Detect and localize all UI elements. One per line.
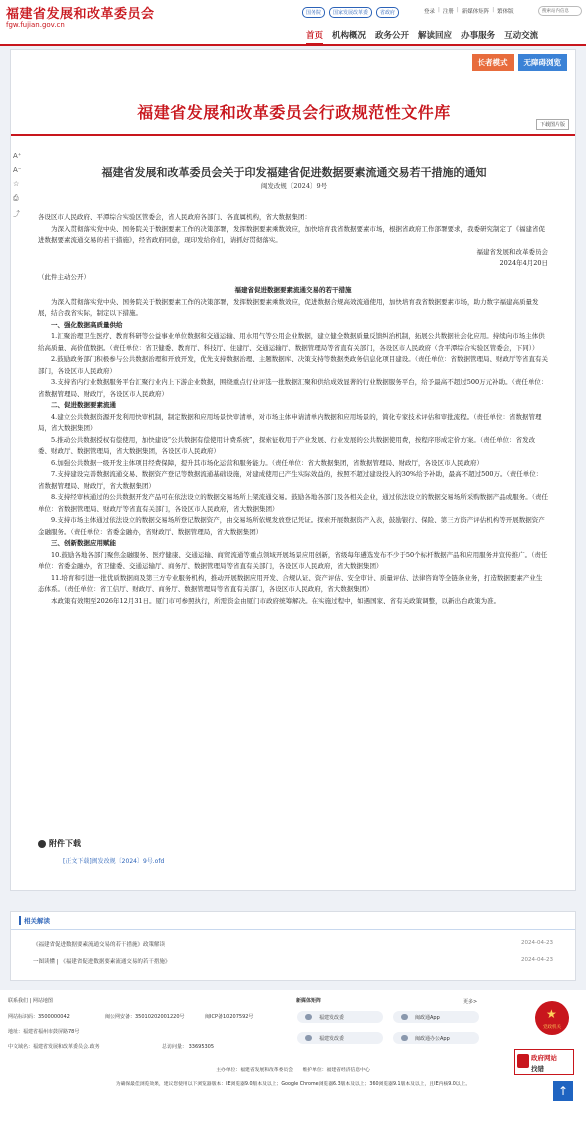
related-item-title[interactable]: 《福建省促进数据要素流通交易的若干措施》政策解读 (33, 942, 166, 948)
document-body (38, 212, 548, 607)
icp-record-link[interactable]: 闽ICP备10207592号 (205, 1014, 254, 1020)
share-icon[interactable]: ⤴ (13, 210, 20, 218)
attachment-download-link[interactable]: [正文下载]闽发改规〔2024〕9号.ofd (63, 858, 165, 865)
gov-link-province[interactable]: 省政府 (376, 7, 399, 18)
measure-item: 8.支持经审核通过的公共数据开发产品可在依法设立的数据交易场所上架流通交易。鼓励各地各部门及各相关企业，通过依法设立的数据交易场所采购数据产品或服务。（责任单位：省数据管理局、财政厅等省直有关部门，各设区市人民政府，省大数据集团） (38, 493, 548, 513)
divider: | (456, 7, 459, 13)
media-label: 闽政通App (415, 1015, 440, 1021)
party-government-badge[interactable] (535, 1001, 569, 1035)
star-icon: ★ (546, 1007, 557, 1021)
section-heading: 三、创新数据应用赋能 (51, 539, 116, 547)
divider: | (438, 7, 440, 13)
intro-paragraph: 为深入贯彻落实党中央、国务院关于数据要素工作的决策部署，发挥数据要素乘数效应，加快培育我省数据要素市场，根据省政府工作部署要求，我委研究制定了《福建省促进数据要素流通交易的若干措施》，经省政府同意，现印发给你们，请抓好贯彻落实。 (38, 224, 545, 244)
section-heading: 一、强化数据高质量供给 (51, 320, 123, 329)
related-interpretations (10, 911, 576, 981)
measure-item: 4.建立公共数据资源开发利用快审机制，制定数据和应用场景快审清单，对市场主体申请清单内数据和应用场景的，简化专家技术评估和审批流程。（责任单位：省数据管理局，省大数据集团） (38, 412, 542, 432)
more-media-link[interactable]: 更多> (463, 999, 478, 1005)
nav-services[interactable]: 办事服务 (461, 31, 496, 41)
divider: | (492, 7, 495, 13)
app-icon (401, 1014, 408, 1020)
document-panel (10, 49, 576, 891)
measure-item: 1.汇聚治理卫生医疗、教育科研等公益事业单位数据和交通运输、用水用气等公用企业数据，建立健全数据质量反馈纠治机制，拓展公共数据社会化应用。持续向市场主体供给高质量、高价值数据。（责任单位：省卫健委、教育厅、科技厅、住建厅、交通运输厅、数据管理局等省直有关部门，各设区市人民政府（含平潭综合实验区管委会，下同）） (38, 332, 545, 352)
media-app-button[interactable] (393, 1011, 479, 1023)
office-app-icon (401, 1035, 408, 1041)
related-heading: 相关解读 (19, 916, 50, 925)
related-item[interactable] (33, 940, 553, 948)
measure-item: 7.支持建设完善数据流通交易、数据资产登记等数据流通基础设施，对建成使用已产生实际效益的，按照不超过建设投入的30%给予补助，最高不超过500万。（责任单位：省数据管理局、财政厅，省大数据集团） (38, 470, 543, 490)
media-weibo-button[interactable] (297, 1032, 383, 1044)
sponsor-info: 主办单位：福建省发展和改革委员会 维护单位：福建省经济信息中心 (216, 1068, 370, 1073)
related-header (11, 912, 575, 930)
section-heading: 二、促进数据要素流通 (51, 401, 116, 409)
font-decrease-icon[interactable]: A⁻ (13, 166, 22, 174)
main-nav (306, 29, 538, 45)
gov-link-state-council[interactable]: 国务院 (302, 7, 325, 18)
media-label: 福建发改委 (319, 1036, 345, 1042)
download-image-button[interactable]: 下载图片版 (536, 119, 569, 130)
address: 地址：福建省福州市鼓屏路78号 (8, 1029, 80, 1035)
gov-link-ndrc[interactable]: 国家发展改革委 (329, 7, 372, 18)
public-note: （此件主动公开） (38, 272, 90, 281)
login-link[interactable]: 登录 (424, 9, 436, 15)
report-error-sub: 找错 (531, 1065, 544, 1073)
library-title: 福建省发展和改革委员会行政规范性文件库 (137, 103, 451, 122)
site-code: 网站标识码：3500000042 (8, 1014, 70, 1020)
measures-title: 福建省促进数据要素流通交易的若干措施 (234, 286, 352, 294)
issue-date: 2024年4月20日 (499, 259, 548, 267)
attachment-icon (38, 840, 46, 848)
measure-item: 6.加强公共数据一级开发主体项目经费保障，提升其市场化运营和服务能力。（责任单位：省大数据集团，省数据管理局、财政厅，各设区市人民政府） (51, 458, 483, 467)
measure-item: 11.培育和引进一批优质数据商及第三方专业服务机构，推动开展数据应用开发、合规认证、资产评估、安全审计、质量评估、法律咨询等全链条业务，打造数据要素产业生态体系。（责任单位：省工信厅、财政厅、商务厅、数据管理局等省直有关部门，各设区市人民政府，省大数据集团） (38, 573, 543, 593)
media-label: 福建发改委 (319, 1015, 345, 1021)
media-office-app-button[interactable] (393, 1032, 479, 1044)
measure-item: 10.鼓励各地各部门聚焦金融服务、医疗健康、交通运输、商贸流通等重点领域开展场景应用创新，省级每年遴选发布不少于50个标杆数据产品和应用服务并宣传推广。（责任单位：省委金融办，省卫健委、交通运输厅、商务厅、数据管理局等省直有关部门，各设区市人民政府，省大数据集团） (38, 550, 548, 570)
related-item-date: 2024-04-23 (521, 940, 553, 946)
report-error-title: 政府网站 (531, 1054, 557, 1062)
footer-links: 联系我们 | 网站地图 (8, 998, 53, 1004)
measure-item: 3.支持省内行业数据服务平台汇聚行业内上下游企业数据，围绕重点行业评选一批数据汇聚和供给成效显著的行业数据服务平台，给予最高不超过500万元补助。（责任单位：省数据管理局、财政厅，各设区市人民政府） (38, 378, 548, 398)
document-title: 福建省发展和改革委员会关于印发福建省促进数据要素流通交易若干措施的通知 (101, 166, 487, 179)
closing-paragraph: 本政策有效期至2026年12月31日。厦门市可参照执行，所需资金由厦门市政府统筹解决。在实施过程中，如遇国家、省有关政策调整，以新出台政策为准。 (51, 596, 501, 605)
gov-links (302, 7, 399, 18)
favorite-icon[interactable]: ☆ (13, 180, 20, 188)
contact-link[interactable]: 联系我们 (8, 998, 29, 1004)
new-media-link[interactable]: 新媒体矩阵 (461, 9, 490, 15)
barrier-free-button[interactable]: 无障碍浏览 (518, 54, 568, 71)
header-divider (0, 44, 586, 46)
site-logo-title[interactable]: 福建省发展和改革委员会 (6, 7, 155, 22)
utility-links (424, 7, 514, 15)
title-divider (11, 134, 575, 136)
font-increase-icon[interactable]: A⁺ (13, 152, 22, 160)
wechat-icon (305, 1014, 312, 1020)
nav-public-affairs[interactable]: 政务公开 (375, 31, 410, 41)
site-footer (0, 990, 586, 1122)
measure-item: 5.推动公共数据授权有偿使用，加快建设“公共数据有偿使用计费系统”，探索征收用于产业发展、行业发展的公共数据使用费，按程序形成定价方案。（责任单位：省发改委、财政厅、数据管理局，省大数据集团，各设区市人民政府） (38, 435, 536, 455)
traditional-chinese-link[interactable]: 繁体版 (497, 9, 514, 15)
arrow-up-icon: ↑ (557, 1084, 569, 1098)
badge-label: 党政机关 (543, 1025, 561, 1030)
nav-home[interactable]: 首页 (306, 29, 323, 45)
domain-name: 中文域名：福建省发展和改革委员会.政务 (8, 1044, 100, 1050)
nav-about[interactable]: 机构概况 (332, 31, 367, 41)
sitemap-link[interactable]: 网站地图 (32, 998, 53, 1004)
accessibility-buttons (472, 54, 568, 71)
nav-interpretation[interactable]: 解读回应 (418, 31, 453, 41)
new-media-title: 新媒体矩阵 (296, 998, 322, 1004)
visit-count: 总访问量： 33695305 (162, 1044, 215, 1050)
browser-note: 为确保最佳浏览效果，建议您使用以下浏览器版本：IE浏览器9.0版本及以上；Google Chrome浏览器6.3版本及以上；360浏览器9.1版本及以上，且IE内核9.0以上。 (115, 1082, 471, 1087)
related-item-date: 2024-04-23 (521, 957, 553, 963)
elder-mode-button[interactable]: 长者模式 (472, 54, 514, 71)
media-wechat-button[interactable] (297, 1011, 383, 1023)
attachments-heading-label: 附件下载 (49, 839, 81, 848)
print-icon[interactable]: ⎙ (13, 194, 19, 202)
nav-interaction[interactable]: 互动交流 (504, 31, 539, 41)
measure-item: 2.鼓励政务部门积极参与公共数据治理和开放开发，优先支持数据治理、主题数据库、决策支持等数据类政务信息化项目建设。（责任单位：省数据管理局、财政厅等省直有关部门，各设区市人民政府） (38, 355, 548, 375)
attachments-heading (38, 838, 81, 849)
document-number: 闽发改规〔2024〕9号 (260, 182, 328, 190)
related-item[interactable] (33, 957, 553, 965)
police-record-link[interactable]: 闽公网安备：35010202001220号 (105, 1014, 185, 1020)
media-label: 闽政通办公App (415, 1036, 450, 1042)
weibo-icon (305, 1035, 312, 1041)
measure-item: 9.支持市场主体通过依法设立的数据交易场所登记数据资产，由交易场所依规发放登记凭证。探索开展数据资产入表，鼓励银行、保险、第三方资产评估机构等开展数据资产金融服务。（责任单位：省委金融办，省财政厅、数据管理局，省大数据集团） (38, 516, 545, 536)
register-link[interactable]: 注册 (442, 9, 454, 15)
recipients: 各设区市人民政府、平潭综合实验区管委会，省人民政府各部门、各直属机构，省大数据集团： (38, 213, 311, 221)
search-input[interactable]: 搜索站内信息 (538, 6, 582, 16)
measures-intro: 为深入贯彻落实党中央、国务院关于数据要素工作的决策部署，发挥数据要素乘数效应，促进数据合规高效流通使用，加快培育我省数据要素市场，助力数字福建高质量发展，结合我省实际，制定以下措施。 (38, 297, 539, 317)
site-header (0, 0, 586, 44)
signer: 福建省发展和改革委员会 (476, 247, 548, 256)
site-logo-url: fgw.fujian.gov.cn (6, 21, 65, 29)
related-item-title[interactable]: 一图读懂 | 《福建省促进数据要素流通交易的若干措施》 (33, 959, 171, 965)
